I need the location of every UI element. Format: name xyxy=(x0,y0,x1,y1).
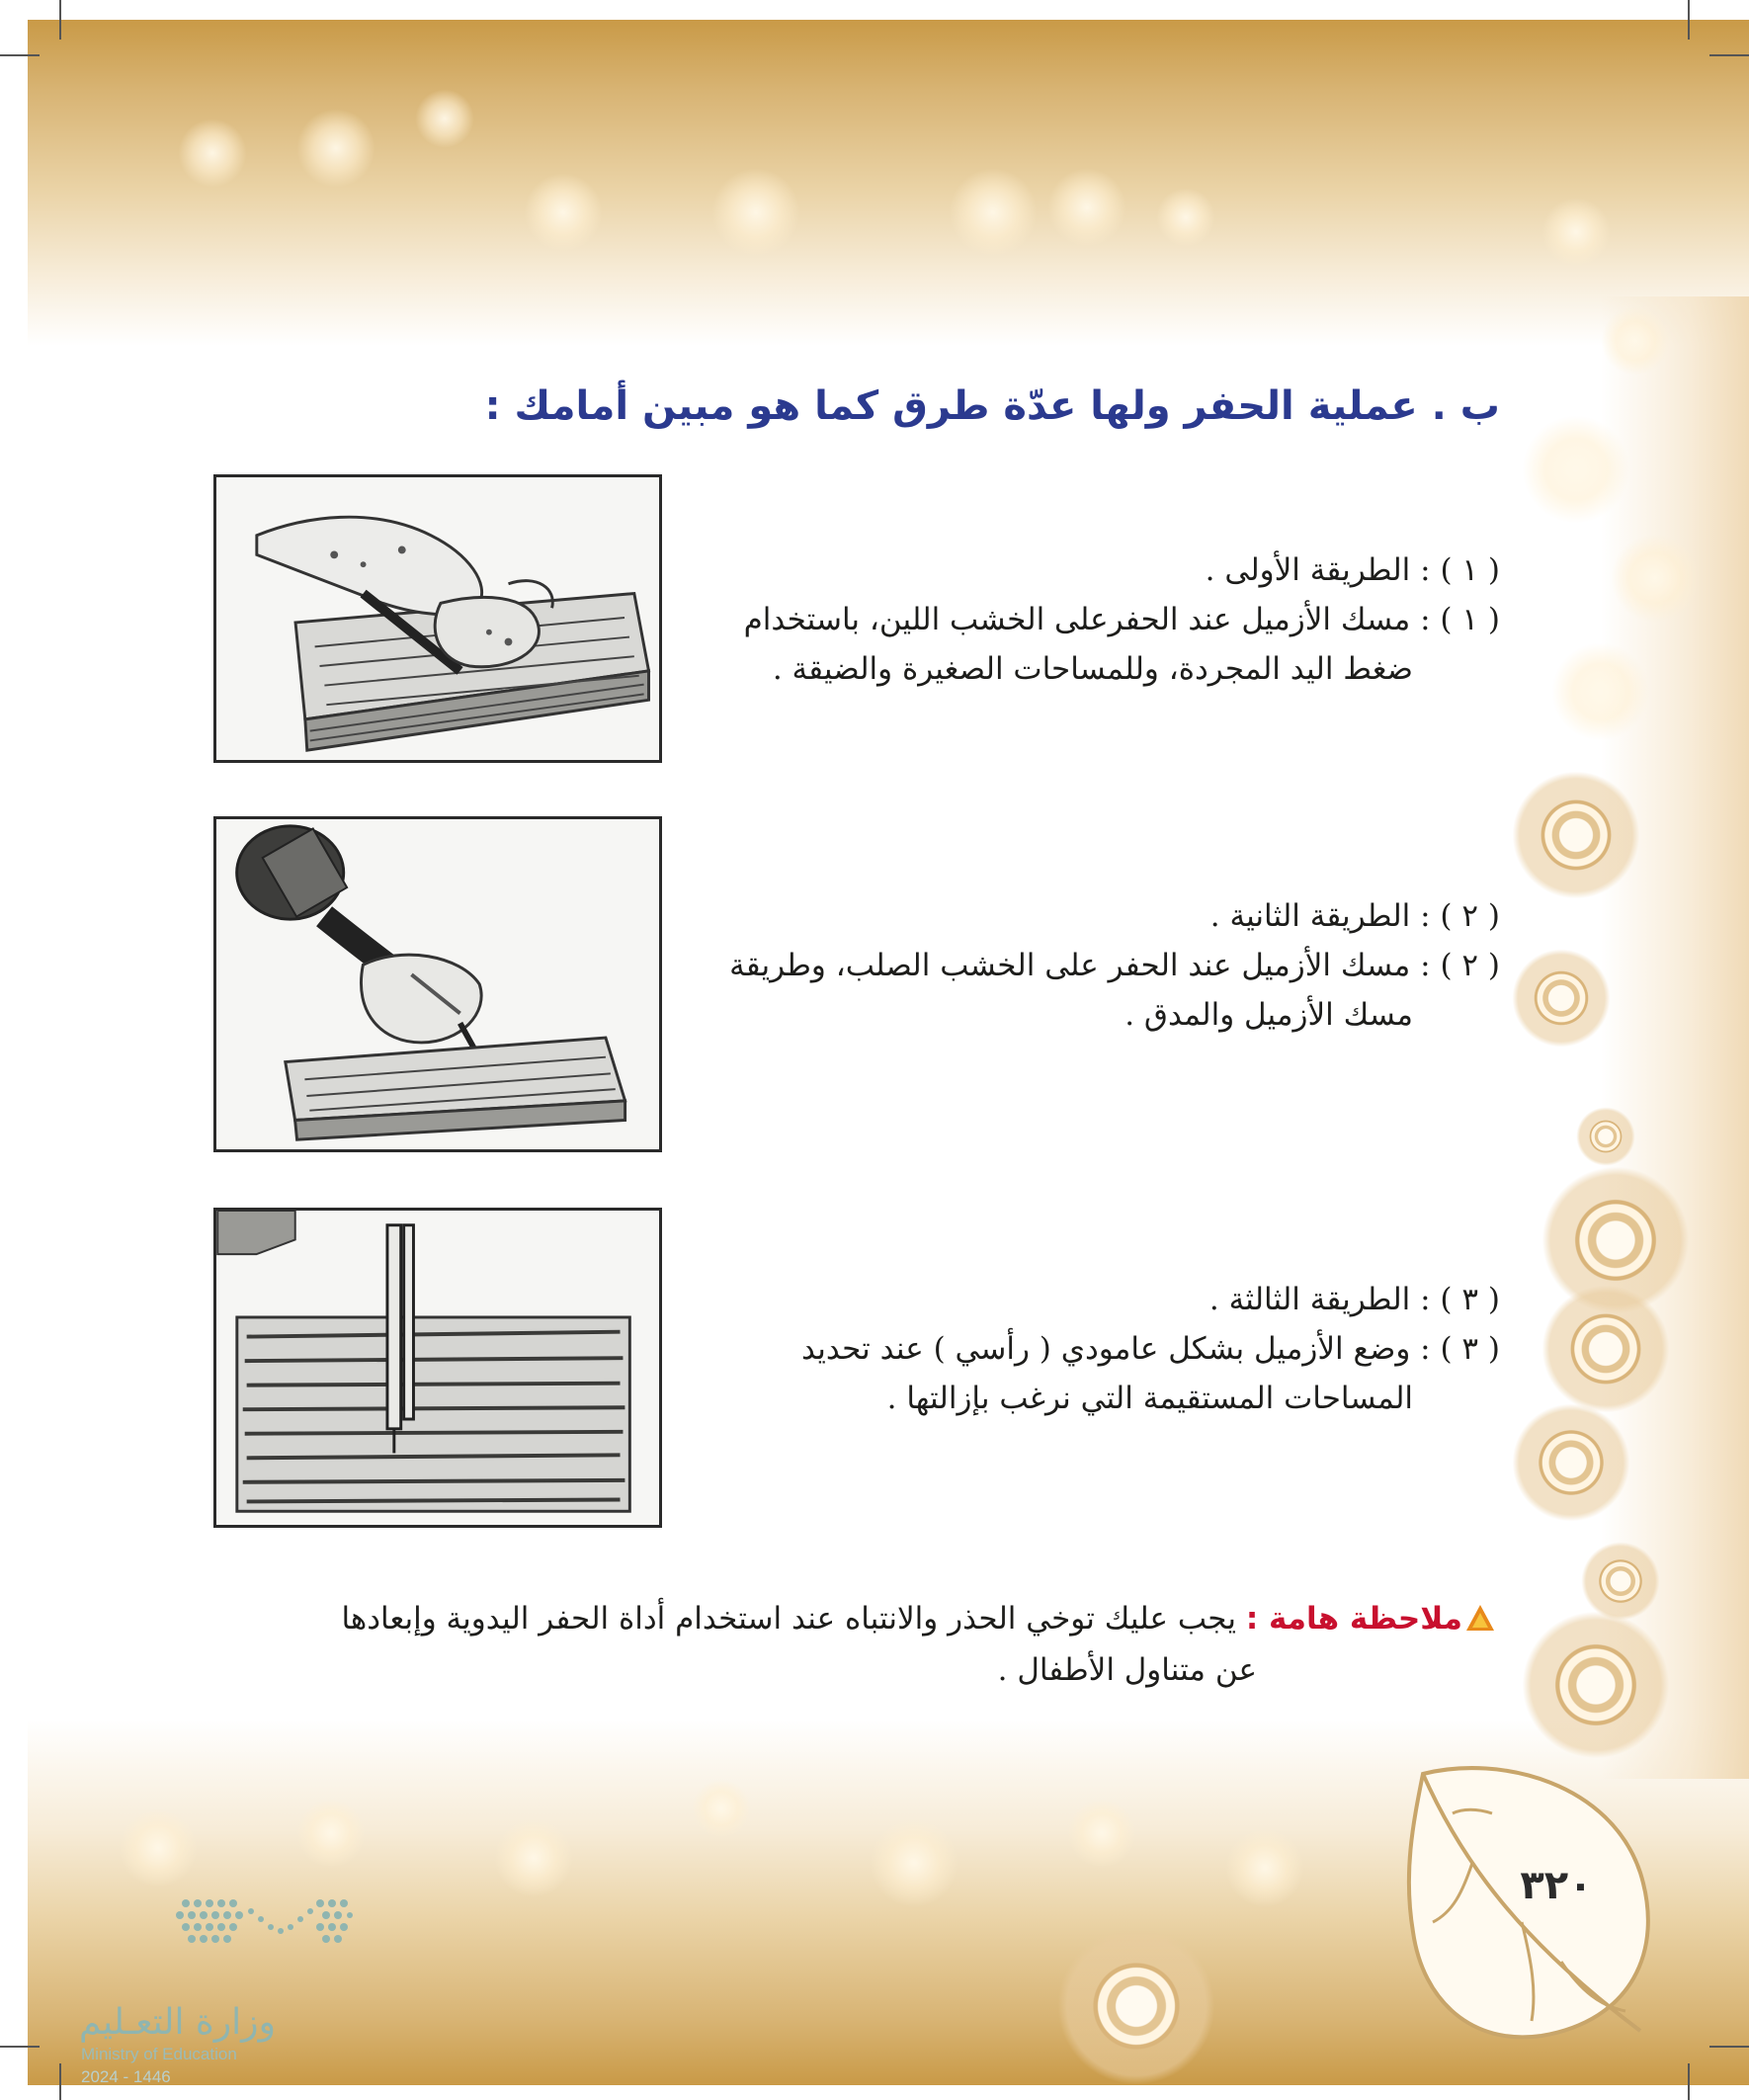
bokeh-decoration xyxy=(1541,198,1611,267)
ministry-logo-dots-icon xyxy=(97,1893,354,1953)
method-2-title: ( ٢ ) : الطريقة الثانية . xyxy=(1209,898,1500,934)
bokeh-decoration xyxy=(415,89,474,148)
ministry-name-english: Ministry of Education xyxy=(81,2045,237,2063)
top-decorative-band xyxy=(28,20,1749,346)
crop-mark xyxy=(59,2063,61,2100)
flower-ornament xyxy=(1581,1542,1660,1621)
bokeh-decoration xyxy=(870,1818,958,1907)
warning-triangle-icon xyxy=(1466,1605,1494,1631)
crop-mark xyxy=(1709,54,1749,56)
figure-method-3 xyxy=(213,1208,662,1528)
ministry-year: 2024 - 1446 xyxy=(81,2067,171,2086)
bokeh-decoration xyxy=(178,119,247,188)
ministry-name-arabic: وزارة التعـليم xyxy=(79,2002,276,2043)
crop-mark xyxy=(59,0,61,40)
chisel-and-mallet-illustration xyxy=(216,819,659,1149)
important-note xyxy=(190,1593,1494,1696)
method-2-text xyxy=(630,891,1500,1040)
bokeh-decoration xyxy=(494,1818,573,1897)
method-3-title: ( ٣ ) : الطريقة الثالثة . xyxy=(1208,1282,1500,1317)
flower-ornament xyxy=(1512,949,1611,1048)
method-3-text xyxy=(630,1275,1500,1423)
method-1-description-line-1: ( ١ ) : مسك الأزميل عند الحفرعلى الخشب اللين، باستخدام xyxy=(743,602,1500,637)
note-label: ملاحظة هامة : xyxy=(1245,1601,1462,1637)
note-text-line-1: يجب عليك توخي الحذر والانتباه عند استخدام أداة الحفر اليدوية وإبعادها xyxy=(341,1601,1236,1637)
method-1-title: ( ١ ) : الطريقة الأولى . xyxy=(1205,552,1500,588)
note-first-line xyxy=(190,1593,1494,1644)
bokeh-decoration xyxy=(692,1779,751,1838)
bokeh-decoration xyxy=(296,1799,366,1868)
figure-method-2 xyxy=(213,816,662,1152)
bokeh-decoration xyxy=(1601,306,1670,376)
bokeh-decoration xyxy=(119,1808,198,1888)
crop-mark xyxy=(0,2046,40,2048)
bokeh-decoration xyxy=(1156,188,1215,247)
crop-mark xyxy=(1709,2046,1749,2048)
method-3-description-line-1: ( ٣ ) : وضع الأزميل بشكل عامودي ( رأسي ) عند تحديد xyxy=(800,1331,1500,1367)
bokeh-decoration xyxy=(1067,1799,1136,1868)
vertical-chisel-illustration xyxy=(216,1211,659,1525)
crop-mark xyxy=(0,54,40,56)
method-1-text xyxy=(630,546,1500,694)
flower-ornament xyxy=(1512,1403,1630,1522)
flower-ornament xyxy=(1512,771,1640,899)
crop-mark xyxy=(1688,0,1690,40)
bokeh-decoration xyxy=(524,173,603,252)
method-2-description-line-1: ( ٢ ) : مسك الأزميل عند الحفر على الخشب الصلب، وطريقة xyxy=(729,948,1500,983)
method-1-description-line-2: ضغط اليد المجردة، وللمساحات الصغيرة والضيقة . xyxy=(772,651,1413,687)
method-2-description-line-2: مسك الأزميل والمدق . xyxy=(1124,997,1413,1033)
flower-ornament xyxy=(1522,1611,1670,1759)
chisel-by-hand-illustration xyxy=(216,477,659,760)
flower-ornament xyxy=(1576,1107,1635,1166)
figure-method-1 xyxy=(213,474,662,763)
bokeh-decoration xyxy=(1611,534,1700,623)
flower-ornament xyxy=(1541,1285,1670,1413)
bokeh-decoration xyxy=(949,168,1038,257)
bokeh-decoration xyxy=(1047,168,1126,247)
method-3-description-line-2: المساحات المستقيمة التي نرغب بإزالتها . xyxy=(886,1381,1413,1416)
bokeh-decoration xyxy=(711,168,800,257)
section-heading: ب . عملية الحفر ولها عدّة طرق كما هو مبين أمامك : xyxy=(484,383,1500,429)
note-text-line-2: عن متناول الأطفال . xyxy=(997,1652,1257,1688)
crop-mark xyxy=(1688,2063,1690,2100)
bokeh-decoration xyxy=(1551,642,1650,741)
bokeh-decoration xyxy=(1225,1828,1304,1907)
flower-ornament xyxy=(1057,1927,1215,2085)
page-number: ٣٢٠ xyxy=(1520,1863,1593,1908)
bokeh-decoration xyxy=(1522,415,1630,524)
bokeh-decoration xyxy=(296,109,375,188)
